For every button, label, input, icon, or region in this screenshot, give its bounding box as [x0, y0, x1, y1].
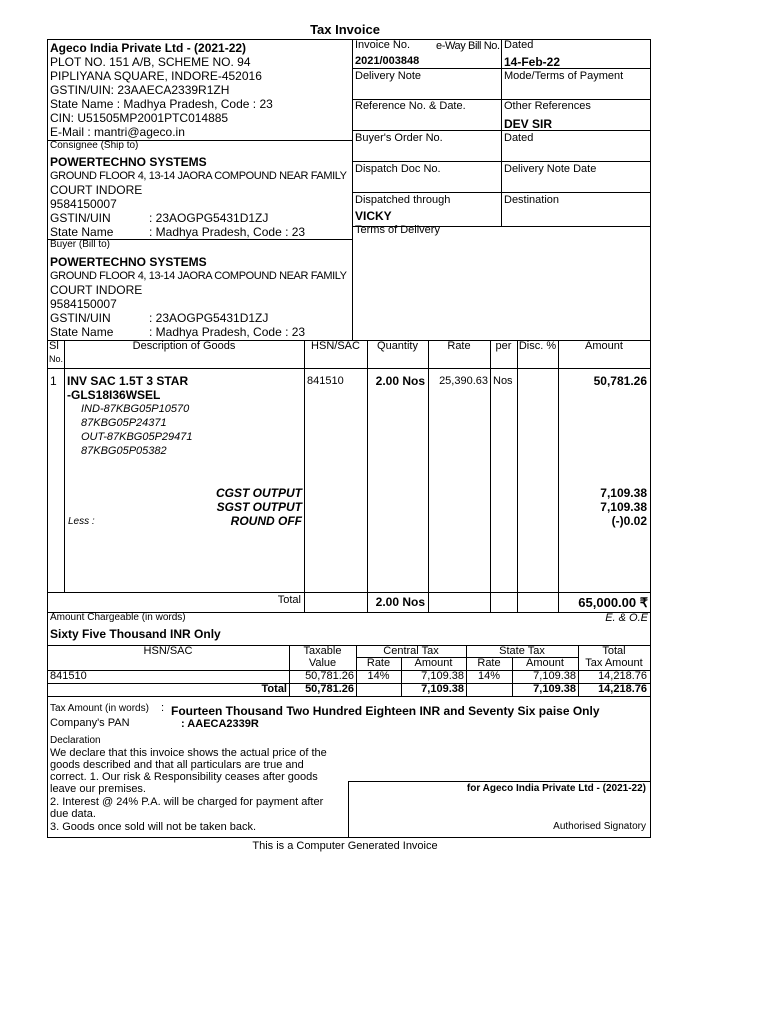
- item-serial: 87KBG05P24371: [81, 417, 167, 429]
- mode-terms-label: Mode/Terms of Payment: [504, 70, 624, 82]
- sgst-label: SGST OUTPUT: [216, 500, 302, 514]
- tax-row-central-rate: 14%: [367, 670, 390, 682]
- tax-col-state: State Tax: [499, 645, 545, 657]
- reference-label: Reference No. & Date.: [355, 100, 466, 112]
- tax-total-total: 14,218.76: [598, 683, 647, 695]
- tax-col-taxable-2: Value: [308, 657, 337, 669]
- roundoff-amount: (-)0.02: [611, 514, 647, 528]
- eoe-label: E. & O.E: [605, 612, 648, 624]
- consignee-phone: 9584150007: [50, 197, 117, 211]
- item-serial: 87KBG05P05382: [81, 445, 167, 457]
- buyer-gstin-value: : 23AOGPG5431D1ZJ: [149, 311, 269, 325]
- other-refs-label: Other References: [504, 100, 591, 112]
- authorised-signatory: Authorised Signatory: [553, 821, 646, 832]
- pan-value: : AAECA2339R: [181, 718, 259, 730]
- dispatch-doc-label: Dispatch Doc No.: [355, 163, 441, 175]
- col-amount: Amount: [585, 340, 623, 352]
- tax-col-state-amount: Amount: [526, 657, 564, 669]
- order-dated-label: Dated: [504, 132, 534, 144]
- pan-label: Company's PAN: [50, 717, 130, 729]
- delivery-note-date-label: Delivery Note Date: [504, 163, 597, 175]
- tax-total-central-amount: 7,109.38: [421, 683, 464, 695]
- item-serial: OUT-87KBG05P29471: [81, 431, 193, 443]
- consignee-address-line1: GROUND FLOOR 4, 13-14 JAORA COMPOUND NEAR FAMILY: [50, 170, 347, 182]
- eway-bill-label: e-Way Bill No.: [436, 40, 500, 52]
- cgst-amount: 7,109.38: [600, 486, 647, 500]
- seller-name: Ageco India Private Ltd - (2021-22): [50, 41, 247, 55]
- roundoff-label: ROUND OFF: [230, 514, 302, 528]
- declaration-heading: Declaration: [50, 735, 101, 746]
- delivery-note-label: Delivery Note: [355, 70, 422, 82]
- col-description: Description of Goods: [132, 340, 236, 352]
- invoice-title: Tax Invoice: [310, 22, 380, 37]
- buyer-address-line2: COURT INDORE: [50, 283, 143, 297]
- invoice-no-label: Invoice No.: [355, 39, 411, 51]
- tax-col-central-amount: Amount: [414, 657, 453, 669]
- total-label: Total: [277, 594, 301, 606]
- tax-col-state-rate: Rate: [477, 657, 501, 669]
- buyer-name: POWERTECHNO SYSTEMS: [50, 255, 207, 269]
- tax-col-total-2: Tax Amount: [585, 657, 643, 669]
- declaration-line: goods described and that all particulars are true and: [50, 759, 304, 771]
- seller-email[interactable]: E-Mail : mantri@ageco.in: [50, 125, 185, 139]
- declaration-line: 2. Interest @ 24% P.A. will be charged for payment after: [50, 796, 324, 808]
- item-quantity: 2.00 Nos: [375, 374, 425, 388]
- col-quantity: Quantity: [377, 340, 418, 352]
- col-sl: Sl: [49, 340, 59, 352]
- buyer-state-value: : Madhya Pradesh, Code : 23: [149, 325, 306, 339]
- amount-in-words: Sixty Five Thousand INR Only: [50, 627, 221, 641]
- item-rate: 25,390.63: [439, 375, 488, 387]
- dated-label: Dated: [504, 39, 534, 51]
- consignee-state-value: : Madhya Pradesh, Code : 23: [149, 225, 306, 239]
- item-name-line1: INV SAC 1.5T 3 STAR: [67, 374, 189, 388]
- consignee-gstin-value: : 23AOGPG5431D1ZJ: [149, 211, 269, 225]
- buyer-state-label: State Name: [50, 325, 114, 339]
- other-refs-value: DEV SIR: [504, 117, 553, 131]
- col-hsn: HSN/SAC: [311, 340, 360, 352]
- seller-gstin: GSTIN/UIN: 23AAECA2339R1ZH: [50, 83, 230, 97]
- destination-label: Destination: [504, 194, 560, 206]
- declaration-line: leave our premises.: [50, 783, 146, 795]
- amount-in-words-label: Amount Chargeable (in words): [50, 612, 186, 623]
- seller-address-line2: PIPLIYANA SQUARE, INDORE-452016: [50, 69, 262, 83]
- cgst-label: CGST OUTPUT: [216, 486, 302, 500]
- tax-total-state-amount: 7,109.38: [533, 683, 576, 695]
- tax-total-taxable: 50,781.26: [305, 683, 354, 695]
- item-hsn: 841510: [307, 375, 344, 387]
- tax-col-hsn: HSN/SAC: [143, 645, 193, 657]
- tax-col-taxable-1: Taxable: [303, 645, 342, 657]
- invoice-no-value: 2021/003848: [355, 55, 420, 67]
- tax-row-state-amount: 7,109.38: [533, 670, 576, 682]
- tax-row-taxable: 50,781.26: [305, 670, 354, 682]
- seller-address-line1: PLOT NO. 151 A/B, SCHEME NO. 94: [50, 55, 251, 69]
- buyer-heading: Buyer (Bill to): [50, 239, 111, 250]
- tax-words-colon: :: [161, 702, 165, 714]
- terms-of-delivery-label: Terms of Delivery: [355, 224, 440, 236]
- buyer-gstin-label: GSTIN/UIN: [50, 311, 111, 325]
- col-disc: Disc. %: [518, 340, 557, 352]
- sgst-amount: 7,109.38: [600, 500, 647, 514]
- tax-words-label: Tax Amount (in words): [50, 703, 149, 714]
- seller-cin: CIN: U51505MP2001PTC014885: [50, 111, 229, 125]
- declaration-line: We declare that this invoice shows the actual price of the: [50, 747, 327, 759]
- col-no: No.: [49, 354, 64, 364]
- tax-row-hsn: 841510: [50, 670, 87, 682]
- tax-col-total-1: Total: [602, 645, 626, 657]
- consignee-heading: Consignee (Ship to): [50, 140, 139, 151]
- col-rate: Rate: [447, 340, 471, 352]
- declaration-line: 3. Goods once sold will not be taken back.: [50, 821, 257, 833]
- tax-row-total: 14,218.76: [598, 670, 647, 682]
- declaration-line: correct. 1. Our risk & Responsibility ceases after goods: [50, 771, 318, 783]
- consignee-gstin-label: GSTIN/UIN: [50, 211, 111, 225]
- dated-value: 14-Feb-22: [504, 55, 561, 69]
- consignee-name: POWERTECHNO SYSTEMS: [50, 155, 207, 169]
- tax-col-central: Central Tax: [383, 645, 439, 657]
- tax-col-central-rate: Rate: [366, 657, 391, 669]
- less-label: Less :: [68, 516, 95, 527]
- total-quantity: 2.00 Nos: [375, 595, 425, 609]
- computer-generated-note: This is a Computer Generated Invoice: [252, 840, 438, 852]
- tax-row-state-rate: 14%: [477, 670, 501, 682]
- dispatched-through-label: Dispatched through: [355, 194, 451, 206]
- tax-total-label: Total: [261, 683, 287, 695]
- buyer-address-line1: GROUND FLOOR 4, 13-14 JAORA COMPOUND NEAR FAMILY: [50, 270, 347, 282]
- consignee-state-label: State Name: [50, 225, 114, 239]
- declaration-line: due data.: [50, 808, 96, 820]
- tax-words: Fourteen Thousand Two Hundred Eighteen INR and Seventy Six paise Only: [171, 704, 600, 718]
- item-sl: 1: [50, 374, 57, 388]
- col-per: per: [495, 340, 512, 352]
- buyer-phone: 9584150007: [50, 297, 117, 311]
- seller-state: State Name : Madhya Pradesh, Code : 23: [50, 97, 273, 111]
- for-company: for Ageco India Private Ltd - (2021-22): [466, 783, 646, 794]
- buyers-order-label: Buyer's Order No.: [355, 132, 443, 144]
- total-amount: 65,000.00 ₹: [578, 595, 648, 610]
- tax-row-central-amount: 7,109.38: [421, 670, 464, 682]
- consignee-address-line2: COURT INDORE: [50, 183, 143, 197]
- item-amount: 50,781.26: [593, 374, 647, 388]
- dispatched-through-value: VICKY: [355, 209, 392, 223]
- item-per: Nos: [493, 375, 513, 387]
- item-name-line2: -GLS18I36WSEL: [67, 388, 161, 402]
- item-serial: IND-87KBG05P10570: [81, 403, 190, 415]
